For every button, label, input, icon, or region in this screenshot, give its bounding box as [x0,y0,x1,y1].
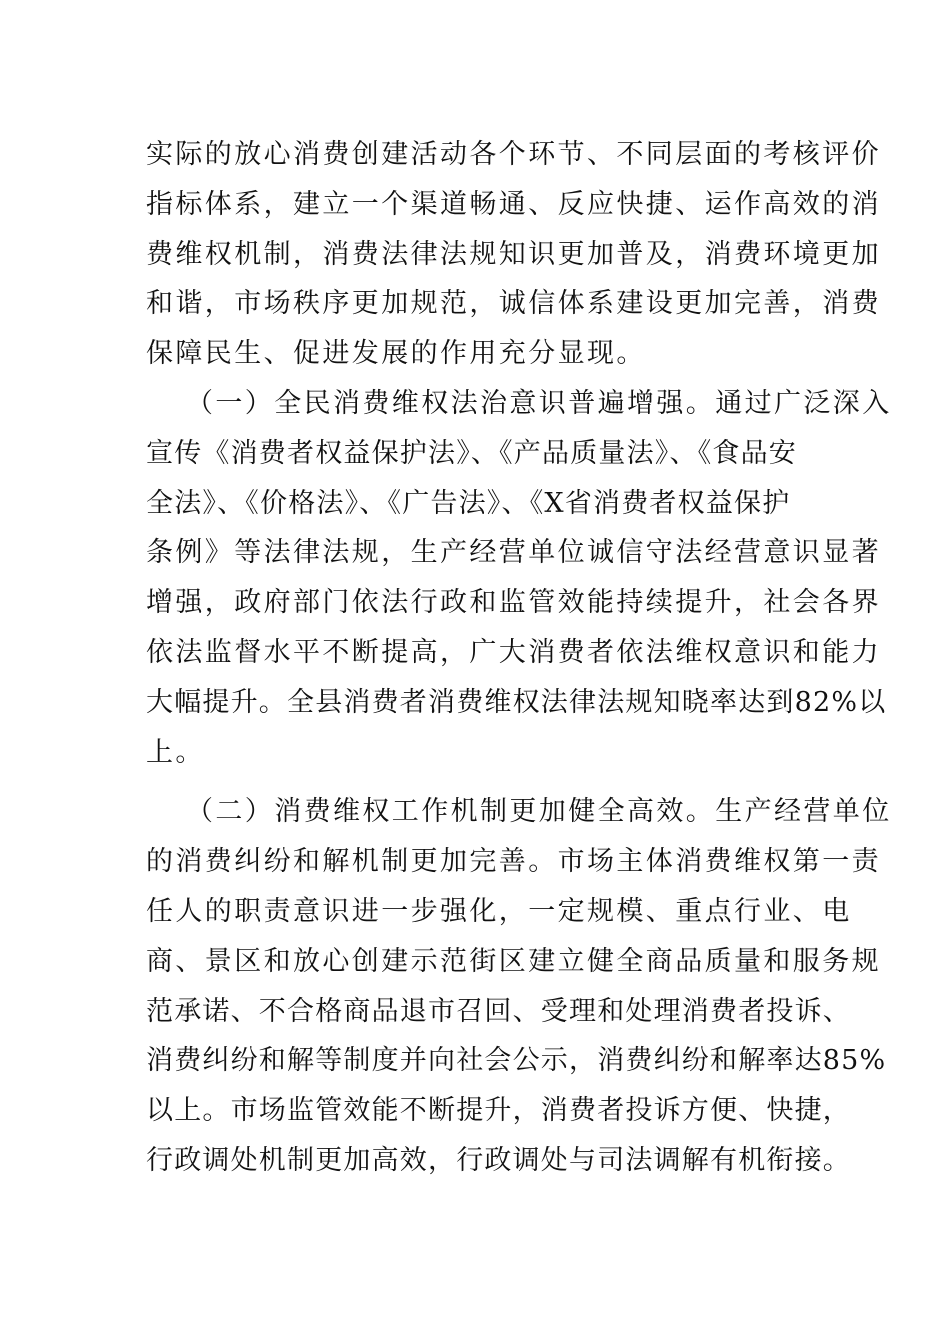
text-line: 实际的放心消费创建活动各个环节、不同层面的考核评价 [146,139,881,170]
document-body [146,130,892,1186]
text-line: 的消费纠纷和解机制更加完善。市场主体消费维权第一责 [146,846,881,878]
section-heading-line: （一）全民消费维权法治意识普遍增强。通过广泛深入 [186,387,892,419]
section-2-paragraph [146,787,892,1185]
section-1-paragraph [146,379,892,777]
text-line: 全法》、《价格法》、《广告法》、《X省消费者权益保护 [146,487,791,519]
text-line: 行政调处机制更加高效，行政调处与司法调解有机衔接。 [146,1144,851,1176]
text-line: 保障民生、促进发展的作用充分显现。 [146,338,646,370]
text-line: 消费纠纷和解等制度并向社会公示，消费纠纷和解率达85% [146,1045,887,1077]
text-line: 宣传《消费者权益保护法》、《产品质量法》、《食品安 [146,437,797,469]
intro-paragraph [146,130,881,379]
text-line: 增强，政府部门依法行政和监管效能持续提升，社会各界 [146,587,881,619]
text-line: 大幅提升。全县消费者消费维权法律法规知晓率达到82%以 [146,686,887,718]
text-line: 范承诺、不合格商品退市召回、受理和处理消费者投诉、 [146,995,851,1027]
section-heading-line: （二）消费维权工作机制更加健全高效。生产经营单位 [186,796,892,828]
text-line: 和谐，市场秩序更加规范，诚信体系建设更加完善，消费 [146,288,881,320]
text-line: 商、景区和放心创建示范街区建立健全商品质量和服务规 [146,945,881,977]
text-line: 费维权机制，消费法律法规知识更加普及，消费环境更加 [146,238,881,270]
text-line: 依法监督水平不断提高，广大消费者依法维权意识和能力 [146,636,881,668]
text-line: 上。 [146,736,205,768]
text-line: 条例》等法律法规，生产经营单位诚信守法经营意识显著 [146,537,881,569]
text-line: 以上。市场监管效能不断提升，消费者投诉方便、快捷， [146,1095,851,1127]
text-line: 任人的职责意识进一步强化，一定规模、重点行业、电 [146,895,852,927]
text-line: 指标体系，建立一个渠道畅通、反应快捷、运作高效的消 [146,188,881,220]
